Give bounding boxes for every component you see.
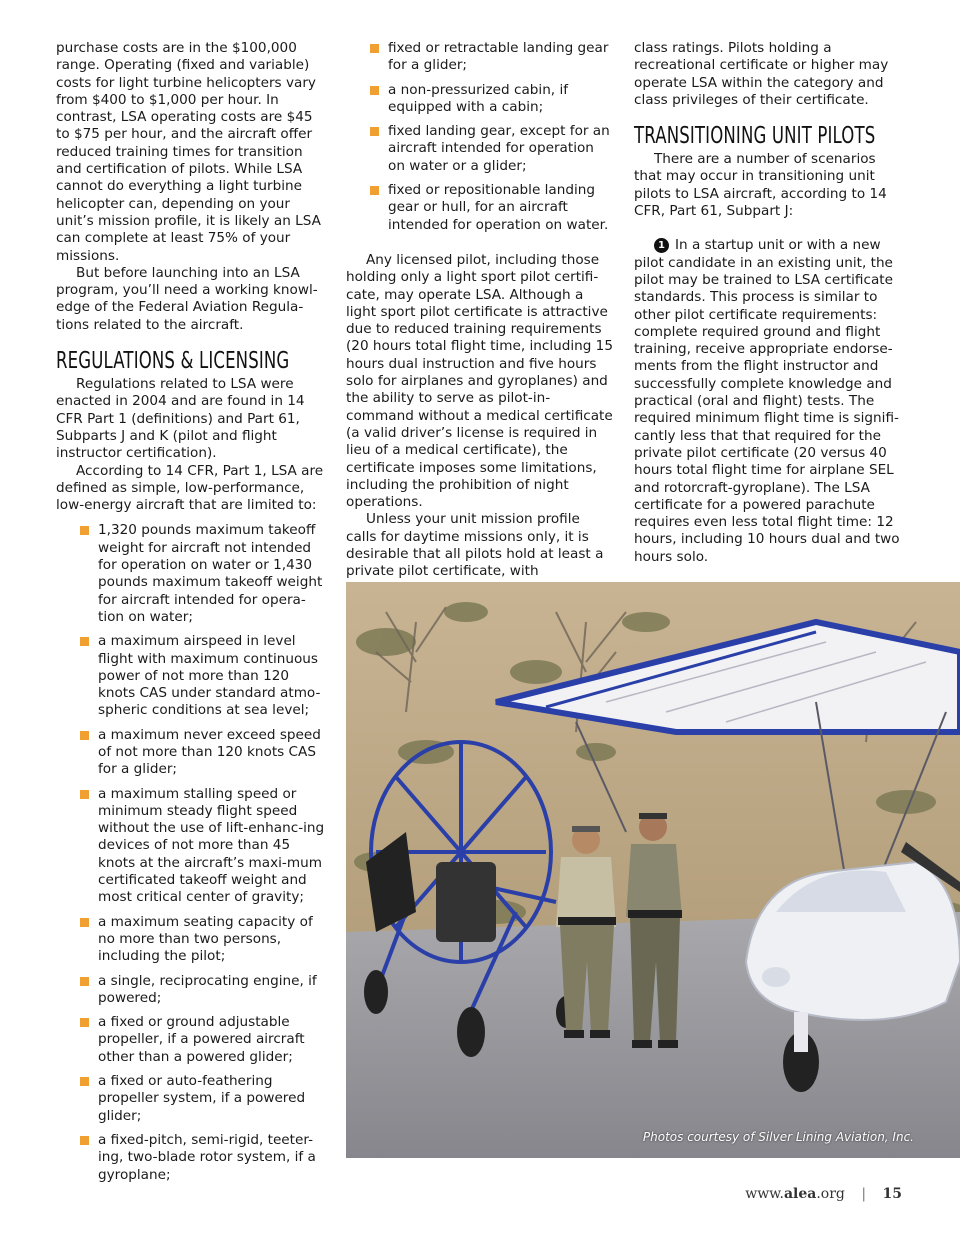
url-prefix: www. [745,1186,784,1202]
list-item [56,633,326,719]
square-bullet-icon [370,86,379,95]
list-item [346,123,614,175]
body-paragraph: class ratings. Pilots holding a recreational certificate or higher may operate LSA within the category and class privileges of their certificate. [634,40,889,108]
list-item-text: a fixed-pitch, semi-rigid, teeter-ing, two-blade rotor system, if a gyroplane; [98,1131,316,1183]
body-paragraph: Regulations related to LSA were enacted in 2004 and are found in 14 CFR Part 1 (definitions) and Part 61, Subparts J and K (pilot and flight instructor certification). [56,376,305,462]
square-bullet-icon [370,127,379,136]
body-paragraph: Any licensed pilot, including those holding only a light sport pilot certifi-cate, may operate LSA. Although a light sport pilot certificate is attractive due to reduced training requirements (20 hours total flight time, including 15 hours dual instruction and five hours solo for airplanes and gyroplanes) and the ability to serve as pilot-in-command without a medical certificate (a valid driver’s license is required in lieu of a medical certificate), the certificate imposes some limitations, including the prohibition of night operations. [346,251,613,511]
square-bullet-icon [80,1136,89,1145]
list-item [56,973,326,1008]
list-item [346,40,614,75]
square-bullet-icon [80,1018,89,1027]
list-item [56,1073,326,1125]
aircraft-photo [346,582,960,1158]
square-bullet-icon [370,44,379,53]
list-item [56,1014,326,1066]
list-item-text: 1,320 pounds maximum takeoff weight for aircraft not intended for operation on water or 1,430 pounds maximum takeoff weight for aircraft intended for opera-tion on water; [98,522,323,625]
url-suffix: .org [816,1186,845,1202]
list-item-text: fixed landing gear, except for an aircraft intended for operation on water or a glider; [388,123,610,174]
right-column [634,40,904,566]
list-item-text: a fixed or auto-feathering propeller system, if a powered glider; [98,1073,306,1124]
body-paragraph: Unless your unit mission profile calls for daytime missions only, it is desirable that all pilots hold at least a private pilot certificate, with [346,511,604,580]
list-item-text: a maximum seating capacity of no more than two persons, including the pilot; [98,913,313,965]
list-item [56,914,326,966]
list-item [56,1132,326,1184]
square-bullet-icon [80,1077,89,1086]
lsa-limits-list [56,522,326,1183]
page-footer [745,1186,902,1202]
body-paragraph: But before launching into an LSA program, you’ll need a working knowl-edge of the Federal Aviation Regula-tions related to the aircraft. [56,264,318,333]
square-bullet-icon [80,790,89,799]
list-item [346,182,614,234]
list-item-text: a maximum airspeed in level flight with maximum continuous power of not more than 120 knots CAS under standard atmo-spheric conditions at sea level; [98,633,321,719]
number-one-icon: 1 [654,238,669,253]
square-bullet-icon [370,186,379,195]
body-paragraph: purchase costs are in the $100,000 range. Operating (fixed and variable) costs for light turbine helicopters vary from $400 to $1,000 per hour. In contrast, LSA operating costs are $45 to $75 per hour, and the aircraft offer reduced training times for transition and certification of pilots. While LSA cannot do everything a light turbine helicopter can, depending on your unit’s mission profile, it is likely an LSA can complete at least 75% of your missions. [56,40,321,264]
list-item-text: a maximum never exceed speed of not more than 120 knots CAS for a glider; [98,726,321,778]
lsa-limits-list-continued [346,40,614,234]
photo-credit-caption: Photos courtesy of Silver Lining Aviation, Inc. [642,1130,914,1144]
list-item [56,727,326,779]
square-bullet-icon [80,637,89,646]
list-item-text: a non-pressurized cabin, if equipped with a cabin; [388,81,569,115]
middle-column [346,40,614,598]
body-paragraph: According to 14 CFR, Part 1, LSA are defined as simple, low-performance, low-energy aircraft that are limited to: [56,462,324,514]
square-bullet-icon [80,731,89,740]
left-column [56,40,326,1191]
list-item [56,786,326,907]
square-bullet-icon [80,918,89,927]
list-item-text: a fixed or ground adjustable propeller, if a powered aircraft other than a powered glider; [98,1014,305,1065]
body-paragraph: There are a number of scenarios that may occur in transitioning unit pilots to LSA aircraft, according to 14 CFR, Part 61, Subpart J: [634,151,887,220]
list-item-text: a single, reciprocating engine, if powered; [98,972,317,1006]
list-item [56,522,326,626]
list-item-text: fixed or repositionable landing gear or hull, for an aircraft intended for operation on water. [388,182,609,233]
list-item-text: a maximum stalling speed or minimum steady flight speed without the use of lift-enhanc-ing devices of not more than 45 knots at the aircraft’s maxi-mum certificated takeoff weight and most critical center of gravity; [98,785,325,906]
page-number: 15 [882,1186,902,1202]
list-item [346,82,614,117]
numbered-paragraph [634,237,904,566]
footer-separator: | [861,1186,867,1202]
square-bullet-icon [80,526,89,535]
list-item-text: fixed or retractable landing gear for a glider; [388,40,609,74]
section-heading-regulations: REGULATIONS & LICENSING [56,348,290,375]
url-domain: alea [783,1186,817,1202]
square-bullet-icon [80,977,89,986]
footer-url[interactable] [745,1186,845,1202]
section-heading-transitioning: TRANSITIONING UNIT PILOTS [634,123,876,150]
numbered-paragraph-text: In a startup unit or with a new pilot candidate in an existing unit, the pilot may be trained to LSA certificate standards. This process is similar to other pilot certificate requirements: complete required ground and flight training, receive appropriate endorse-ments from the flight instructor and successfully complete knowledge and practical (oral and flight) tests. The required minimum flight time is signifi-cantly less that that required for the private pilot certificate (20 versus 40 hours total flight time for airplane SEL and rotorcraft-gyroplane). The LSA certificate for a powered parachute requires even less total flight time: 12 hours, including 10 hours dual and two hours solo. [634,237,900,565]
aircraft-photo-illustration [346,582,960,1158]
